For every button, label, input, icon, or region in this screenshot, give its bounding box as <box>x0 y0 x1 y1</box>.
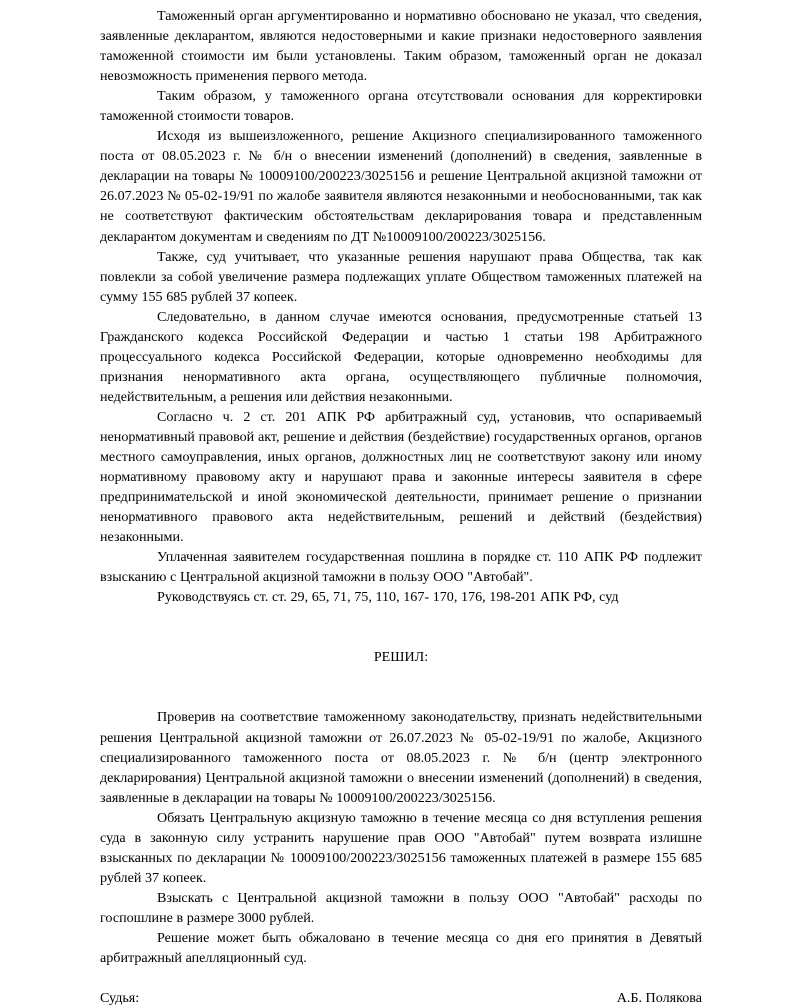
ruling-paragraph-invalidate-decisions: Проверив на соответствие таможенному законодательству, признать недействительными решения Центральной акцизной таможни от 26.07.2023 № 05-02-19/91 по жалобе, Акцизного специализированного таможенного поста от 08.05.2023 г. № б/н (центр электронного декларирования) Центральной акцизной таможни о внесении изменений (дополнений) в сведения, заявленные в декларации на товары № 10009100/200223/3025156. <box>100 709 702 806</box>
ruling-paragraph-appeal-rights: Решение может быть обжаловано в течение месяца со дня его принятия в Девятый арбитражный апелляционный суд. <box>100 929 702 967</box>
spacer-before-ruling <box>100 607 702 647</box>
paragraph-legal-grounds-article-13-198: Следовательно, в данном случае имеются основания, предусмотренные статьей 13 Гражданского кодекса Российской Федерации и частью 1 статьи 198 Арбитражного процессуального кодекса Российской Федерации, которые одновременно необходимы для признания ненормативного акта органа, осуществляющего публичные полномочия, недействительным, а решения или действия незаконными. <box>100 308 702 405</box>
spacer-before-signature <box>100 968 702 988</box>
judge-name: А.Б. Полякова <box>616 990 702 1007</box>
paragraph-decisions-unlawful: Исходя из вышеизложенного, решение Акцизного специализированного таможенного поста от 08.05.2023 г. № б/н о внесении изменений (дополнений) в сведения, заявленные в декларации на товары № 10009100/200223/3025156 и решение Центральной акцизной таможни от 26.07.2023 № 05-02-19/91 по жалобе заявителя являются незаконными и необоснованными, так как не соответствуют фактическим обстоятельствам декларирования товара и представленным декларантом документам и сведениям по ДТ №10009100/200223/3025156. <box>100 128 702 245</box>
spacer-after-ruling <box>100 667 702 707</box>
ruling-paragraph-obligate-refund: Обязать Центральную акцизную таможню в течение месяца со дня вступления решения суда в законную силу устранить нарушение прав ООО "Автобай" путем возврата излишне взысканных по декларации № 10009100/200223/3025156 таможенных платежей в размере 155 685 рублей 37 копеек. <box>100 809 702 886</box>
document-body <box>100 6 702 1008</box>
paragraph-rights-violated-amount: Также, суд учитывает, что указанные решения нарушают права Общества, так как повлекли за собой увеличение размера подлежащих уплате Обществом таможенных платежей на сумму 155 685 рублей 37 копеек. <box>100 248 702 305</box>
signature-block <box>100 988 702 1008</box>
ruling-heading: РЕШИЛ: <box>373 649 429 666</box>
paragraph-apk-article-201: Согласно ч. 2 ст. 201 АПК РФ арбитражный суд, установив, что оспариваемый ненормативный правовой акт, решение и действия (бездействие) государственных органов, органов местного самоуправления, иных органов, должностных лиц не соответствуют закону или иному нормативному правовому акту и нарушают права и законные интересы заявителя в сфере предпринимательской и иной экономической деятельности, принимает решение о признании ненормативного правового акта недействительным, решений и действий (бездействия) незаконными. <box>100 408 702 546</box>
paragraph-guided-by-articles: Руководствуясь ст. ст. 29, 65, 71, 75, 110, 167- 170, 176, 198-201 АПК РФ, суд <box>157 589 619 606</box>
paragraph-customs-authority-not-proven: Таможенный орган аргументированно и нормативно обосновано не указал, что сведения, заявленные декларантом, являются недостоверными и какие признаки недостоверного заявления таможенной стоимости им были установлены. Таким образом, таможенный орган не доказал невозможность применения первого метода. <box>100 8 702 85</box>
ruling-paragraph-recover-duty-costs: Взыскать с Центральной акцизной таможни в пользу ООО "Автобай" расходы по госпошлине в размере 3000 рублей. <box>100 889 702 926</box>
paragraph-state-duty-recovery: Уплаченная заявителем государственная пошлина в порядке ст. 110 АПК РФ подлежит взысканию с Центральной акцизной таможни в пользу ООО "Автобай". <box>100 549 702 586</box>
paragraph-no-grounds-for-adjustment: Таким образом, у таможенного органа отсутствовали основания для корректировки таможенной стоимости товаров. <box>100 88 702 125</box>
judge-role-label: Судья: <box>100 990 140 1007</box>
